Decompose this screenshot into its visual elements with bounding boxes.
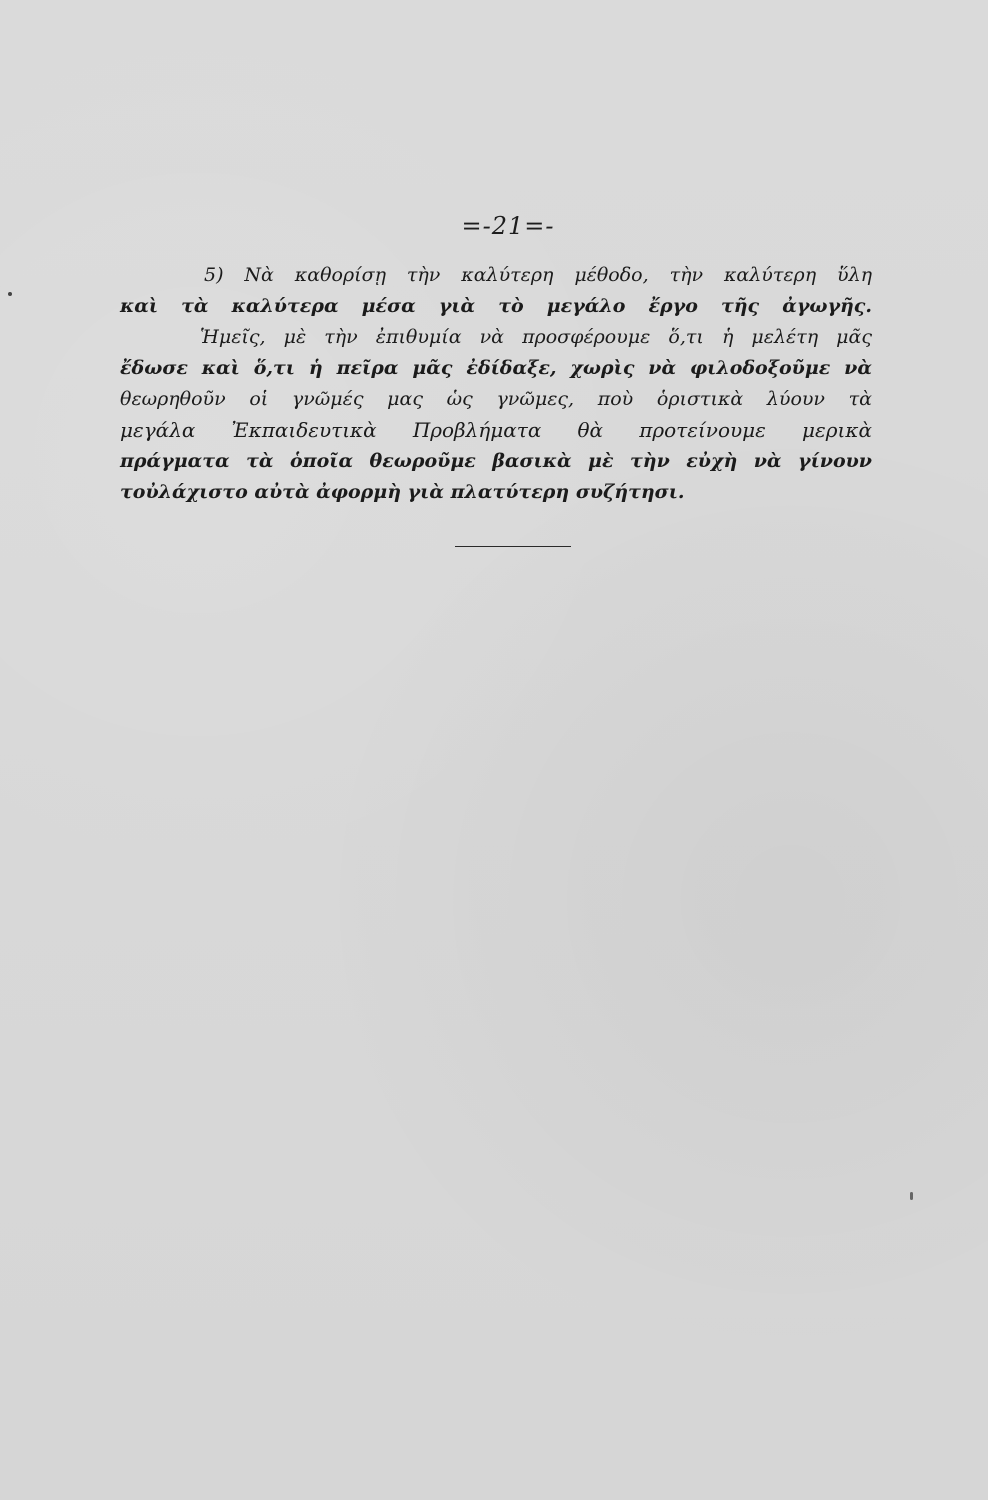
text-line: πράγματα τὰ ὁποῖα θεωροῦμε βασικὰ μὲ τὴν εὐχὴ νὰ γίνουν <box>120 450 872 472</box>
scan-speck <box>8 292 12 296</box>
text-line: καὶ τὰ καλύτερα μέσα γιὰ τὸ μεγάλο ἔργο τῆς ἀγωγῆς. <box>120 295 872 317</box>
text-line: τοὐλάχιστο αὐτὰ ἀφορμὴ γιὰ πλατύτερη συζήτησι. <box>120 481 685 503</box>
scan-speck <box>910 1192 913 1200</box>
text-line: θεωρηθοῦν οἱ γνῶμές μας ὡς γνῶμες, ποὺ ὁριστικὰ λύουν τὰ <box>120 388 872 410</box>
section-divider <box>455 546 571 547</box>
text-line: μεγάλα Ἐκπαιδευτικὰ Προβλήματα θὰ προτείνουμε μερικὰ <box>120 418 872 442</box>
body-text <box>120 260 872 508</box>
page-number: =-21=- <box>461 212 555 240</box>
text-line: Ἡμεῖς, μὲ τὴν ἐπιθυμία νὰ προσφέρουμε ὅ,τι ἡ μελέτη μᾶς <box>200 326 872 348</box>
text-line: ἔδωσε καὶ ὅ,τι ἡ πεῖρα μᾶς ἐδίδαξε, χωρὶς νὰ φιλοδοξοῦμε νὰ <box>120 357 872 379</box>
text-line: 5) Νὰ καθορίσῃ τὴν καλύτερη μέθοδο, τὴν καλύτερη ὕλη <box>204 264 872 286</box>
